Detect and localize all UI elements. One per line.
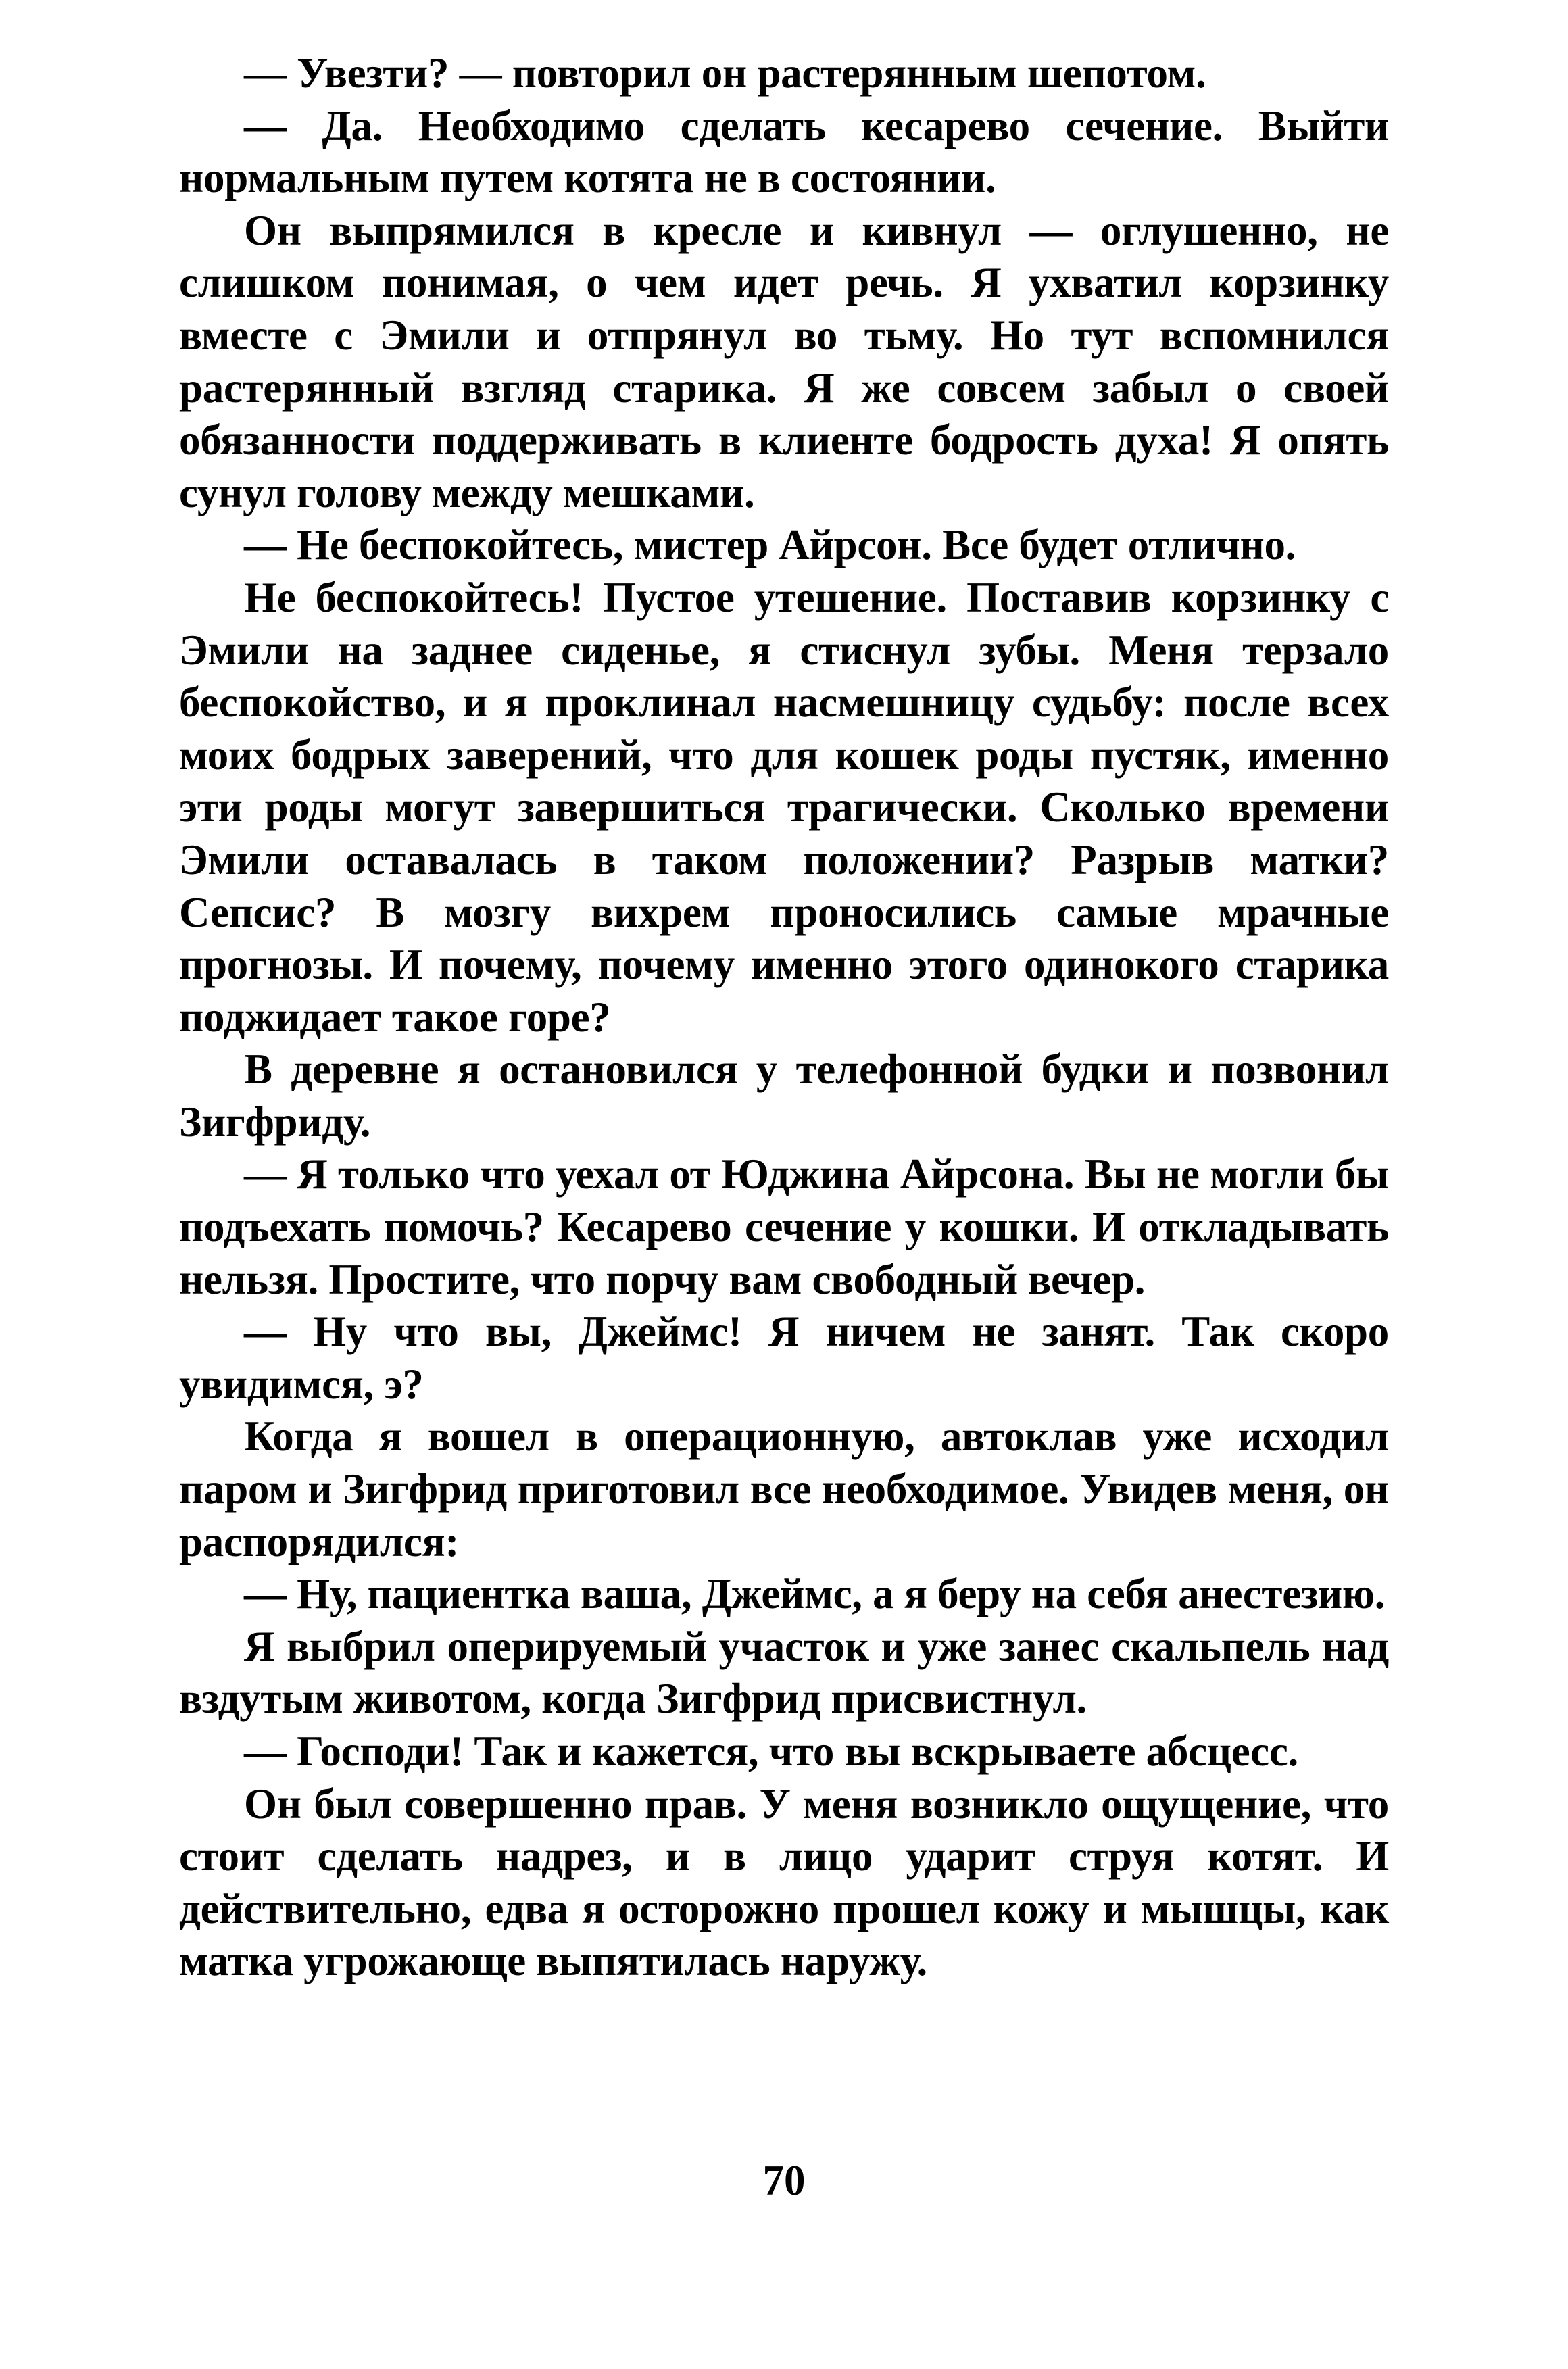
paragraph: — Господи! Так и кажется, что вы вскрываете абсцесс. [244,1728,1298,1775]
paragraph: — Я только что уехал от Юджина Айрсона. Вы не могли бы подъехать помочь? Кесарево сечение у кошки. И откладывать нельзя. Простите, что порчу вам свободный вечер. [179,1150,1389,1303]
paragraph: — Увезти? — повторил он растерянным шепотом. [244,49,1206,97]
page-number: 70 [762,2157,806,2204]
paragraph: Он выпрямился в кресле и кивнул — оглушенно, не слишком понимая, о чем идет речь. Я ухватил корзинку вместе с Эмили и отпрянул во тьму. Но тут вспомнился растерянный взгляд старика. Я же совсем забыл о своей обязанности поддерживать в клиенте бодрость духа! Я опять сунул голову между мешками. [179,206,1389,516]
paragraph: — Ну что вы, Джеймс! Я ничем не занят. Так скоро увидимся, э? [179,1308,1389,1408]
paragraph: Когда я вошел в операционную, автоклав уже исходил паром и Зигфрид приготовил все необходимое. Увидев меня, он распорядился: [179,1413,1389,1565]
paragraph: Он был совершенно прав. У меня возникло ощущение, что стоит сделать надрез, и в лицо ударит струя котят. И действительно, едва я осторожно прошел кожу и мышцы, как матка угрожающе выпятилась наружу. [179,1780,1389,1985]
body-text [179,47,1389,1988]
paragraph: — Ну, пациентка ваша, Джеймс, а я беру на себя анестезию. [244,1570,1386,1618]
paragraph: Я выбрил оперируемый участок и уже занес скальпель над вздутым животом, когда Зигфрид присвистнул. [179,1622,1389,1723]
paragraph: Не беспокойтесь! Пустое утешение. Поставив корзинку с Эмили на заднее сиденье, я стиснул зубы. Меня терзало беспокойство, и я проклинал насмешницу судьбу: после всех моих бодрых заверений, что для кошек роды пустяк, именно эти роды могут завершиться трагически. Сколько времени Эмили оставалась в таком положении? Разрыв матки? Сепсис? В мозгу вихрем проносились самые мрачные прогнозы. И почему, почему именно этого одинокого старика поджидает такое горе? [179,573,1389,1041]
paragraph: — Не беспокойтесь, мистер Айрсон. Все будет отлично. [244,521,1296,569]
paragraph: В деревне я остановился у телефонной будки и позвонил Зигфриду. [179,1046,1389,1146]
paragraph: — Да. Необходимо сделать кесарево сечение. Выйти нормальным путем котята не в состоянии. [179,101,1389,202]
